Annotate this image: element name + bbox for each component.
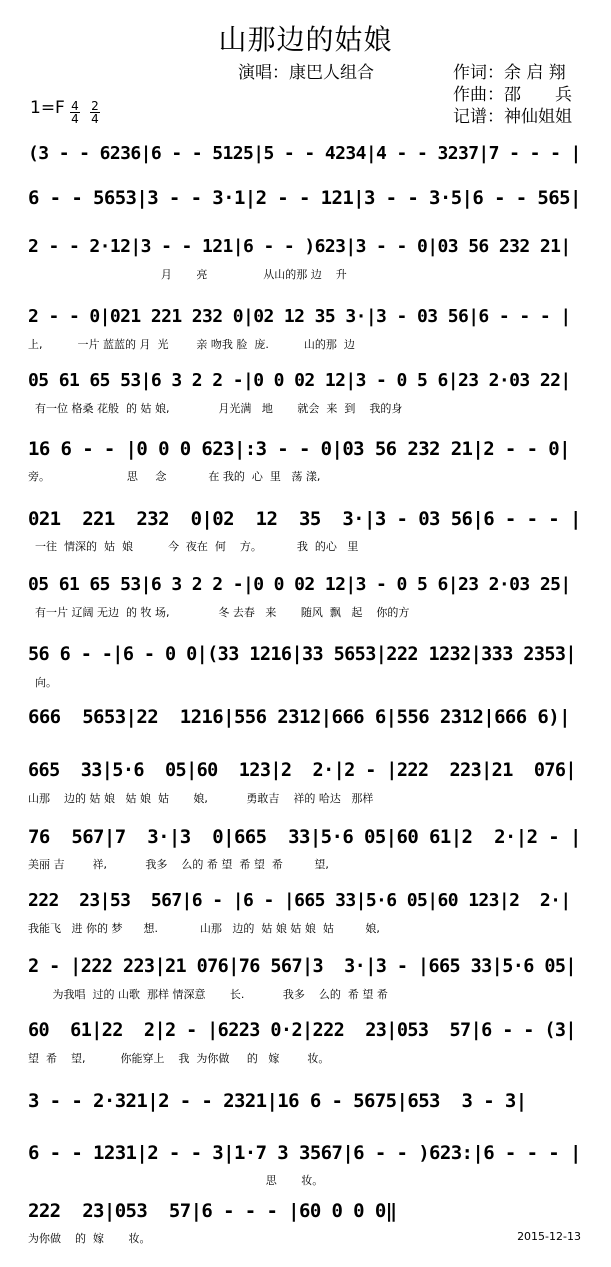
lyric-row: 上, 一片 蓝蓝的 月 光 亲 吻我 脸 庞. 山的那 边 [28, 338, 355, 351]
lyric-row: 望 希 望, 你能穿上 我 为你做 的 嫁 妆。 [28, 1052, 330, 1065]
lyric-row: 向。 [28, 676, 57, 689]
lyric-row: 有一位 格桑 花般 的 姑 娘, 月光满 地 就会 来 到 我的身 [28, 402, 403, 415]
date-stamp: 2015-12-13 [517, 1230, 581, 1243]
notation-row: 56 6 - -|6 - 0 0|(33 1216|33 5653|222 1232|333 2353| [28, 644, 584, 665]
key-signature: 1=F [30, 98, 65, 118]
lyric-row: 为我唱 过的 山歌 那样 情深意 长. 我多 么的 希 望 希 [28, 988, 388, 1001]
notation-row: 05 61 65 53|6 3 2 2 -|0 0 02 12|3 - 0 5 6|23 2·03 22| [28, 370, 584, 391]
lyric-row: 旁。 思 念 在 我的 心 里 荡 漾, [28, 470, 321, 483]
lyricist-credit: 作词：余 启 翔 [453, 63, 566, 83]
notation-row: 76 567|7 3·|3 0|665 33|5·6 05|60 61|2 2·|2 - | [28, 826, 584, 848]
notation-row: 222 23|53 567|6 - |6 - |665 33|5·6 05|60 123|2 2·| [28, 890, 584, 911]
notation-row: 666 5653|22 1216|556 2312|666 6|556 2312|666 6)| [28, 706, 584, 728]
notation-row: 222 23|053 57|6 - - - |60 0 0 0‖ [28, 1200, 584, 1222]
notation-row: 6 - - 1231|2 - - 3|1·7 3 3567|6 - - )623:|6 - - - | [28, 1142, 584, 1164]
notation-row: 05 61 65 53|6 3 2 2 -|0 0 02 12|3 - 0 5 6|23 2·03 25| [28, 574, 584, 595]
notation-row: 2 - |222 223|21 076|76 567|3 3·|3 - |665 33|5·6 05| [28, 956, 584, 977]
composer-credit: 作曲：邵 兵 [453, 85, 572, 105]
lyric-row: 一往 情深的 姑 娘 今 夜在 何 方。 我 的心 里 [28, 540, 359, 553]
time-signature-4-4 [70, 100, 80, 125]
lyric-row: 有一片 辽阔 无边 的 牧 场, 冬 去春 来 随风 飘 起 你的方 [28, 606, 410, 619]
notation-row: (3 - - 6236|6 - - 5125|5 - - 4234|4 - - 3237|7 - - - | [28, 143, 584, 164]
notation-row: 3 - - 2·321|2 - - 2321|16 6 - 5675|653 3 - 3| [28, 1090, 584, 1112]
lyric-row: 思 妆。 [28, 1174, 324, 1187]
song-title: 山那边的姑娘 [218, 23, 393, 56]
transcriber-credit: 记谱：神仙姐姐 [453, 107, 572, 127]
notation-row: 2 - - 0|021 221 232 0|02 12 35 3·|3 - 03 56|6 - - - | [28, 306, 584, 327]
notation-row: 665 33|5·6 05|60 123|2 2·|2 - |222 223|21 076| [28, 760, 584, 781]
time-num: 2 [91, 99, 99, 113]
lyric-row: 月 亮 从山的那 边 升 [28, 268, 347, 281]
lyric-row: 为你做 的 嫁 妆。 [28, 1232, 151, 1245]
notation-row: 6 - - 5653|3 - - 3·1|2 - - 121|3 - - 3·5|6 - - 565| [28, 187, 584, 209]
time-den: 4 [91, 112, 99, 126]
lyric-row: 美丽 吉 祥, 我多 么的 希 望 希 望 希 望, [28, 858, 329, 871]
notation-row: 16 6 - - |0 0 0 623|:3 - - 0|03 56 232 21|2 - - 0| [28, 438, 584, 460]
lyric-row: 我能飞 进 你的 梦 想. 山那 边的 姑 娘 姑 娘 姑 娘, [28, 922, 380, 935]
time-num: 4 [71, 99, 79, 113]
time-den: 4 [71, 112, 79, 126]
notation-row: 60 61|22 2|2 - |6223 0·2|222 23|053 57|6 - - (3| [28, 1020, 584, 1041]
notation-row: 2 - - 2·12|3 - - 121|6 - - )623|3 - - 0|03 56 232 21| [28, 236, 584, 257]
notation-row: 021 221 232 0|02 12 35 3·|3 - 03 56|6 - - - | [28, 508, 584, 530]
singer-credit: 演唱：康巴人组合 [238, 63, 374, 83]
time-signature-2-4 [90, 100, 100, 125]
lyric-row: 山那 边的 姑 娘 姑 娘 姑 娘, 勇敢吉 祥的 哈达 那样 [28, 792, 374, 805]
